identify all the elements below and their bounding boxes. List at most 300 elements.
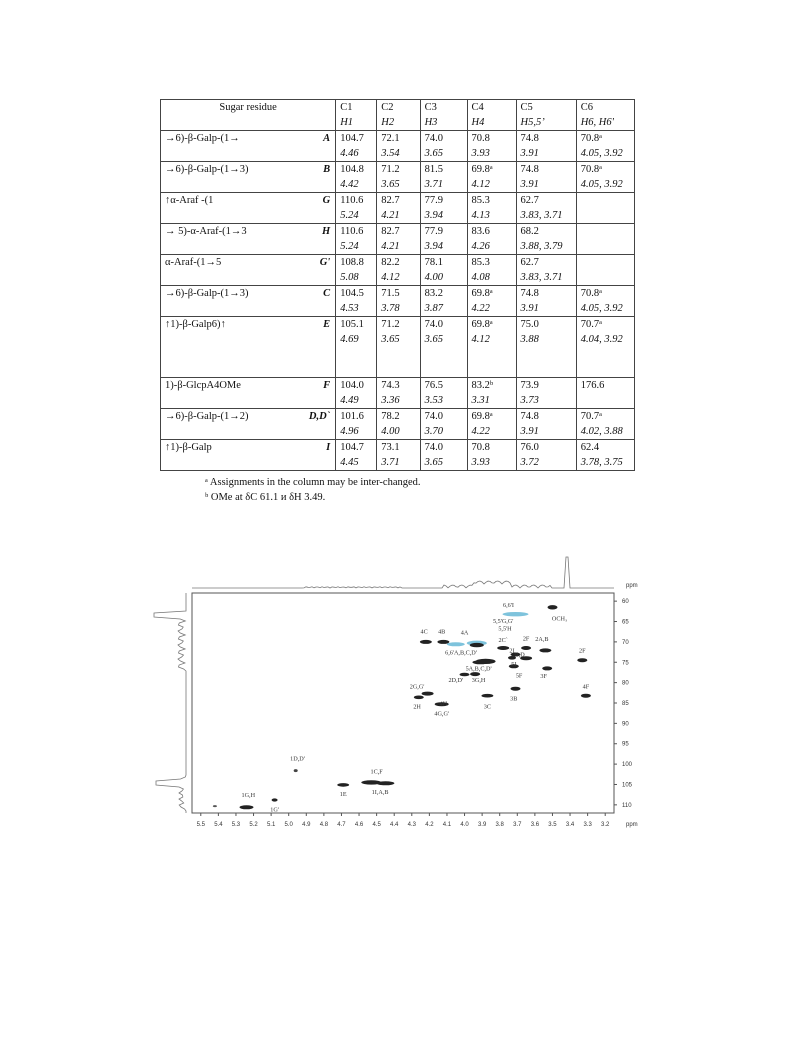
x-tick-label: 4.8 [319, 822, 329, 828]
shift-cell [516, 440, 576, 471]
peak-label: 2C` [498, 636, 508, 644]
shift-cell [516, 409, 576, 440]
shift-cell [336, 286, 377, 317]
proton-shift: 3.71 [381, 457, 400, 468]
proton-shift: 3.36 [381, 395, 400, 406]
x-tick-label: 4.6 [354, 822, 364, 828]
residue-linkage-text: → 5)-α-Araf-(1→3 [165, 226, 247, 237]
shift-cell [516, 131, 576, 162]
proton-shift: 3.88, 3.79 [520, 241, 563, 252]
carbon-shift: 85.3 [471, 257, 490, 268]
residue-linkage-text: 2) [239, 411, 249, 422]
shift-cell [336, 193, 377, 224]
footnote-b: ᵇ OMe at δC 61.1 и δH 3.49. [205, 492, 326, 503]
shift-cell [377, 131, 420, 162]
shift-cell [377, 224, 420, 255]
cross-peak [581, 694, 591, 698]
shift-cell [377, 440, 420, 471]
shift-cell [576, 131, 634, 162]
residue-linkage-text: →6)-β-Galp-(1→ [165, 411, 240, 422]
y-tick-label: 100 [622, 762, 633, 769]
proton-label: H4 [471, 117, 485, 128]
cross-peak [272, 798, 278, 801]
shift-cell [467, 286, 516, 317]
carbon-shift: 74.8 [520, 133, 539, 144]
shift-cell [467, 440, 516, 471]
carbon-shift: 104.7 [340, 133, 364, 144]
shift-cell [336, 440, 377, 471]
proton-shift: 4.96 [340, 426, 359, 437]
peak-label: 4C [420, 628, 428, 636]
residue-linkage-text: 3) [239, 164, 249, 175]
proton-shift: 4.22 [471, 303, 490, 314]
carbon-shift: 74.8 [520, 288, 539, 299]
shift-cell [377, 255, 420, 286]
cross-peak [337, 783, 349, 787]
shift-cell [377, 409, 420, 440]
carbon-shift: 71.2 [381, 319, 400, 330]
carbon-shift: 70.7ᵃ [580, 411, 602, 422]
residue-cell [161, 378, 336, 409]
proton-shift: 3.87 [424, 303, 443, 314]
peak-label: 6,6'I [503, 601, 514, 609]
shift-cell [336, 378, 377, 409]
cross-peak [548, 605, 558, 609]
peak-label: 3F [540, 673, 547, 681]
table-row [161, 286, 635, 317]
carbon-shift: 62.4 [580, 442, 600, 453]
residue-linkage-text: ↑ [220, 319, 226, 330]
y-tick-label: 80 [622, 680, 629, 687]
peak-label: 5,5'H [498, 625, 512, 633]
hsqc-spectrum-figure [152, 551, 642, 848]
residue-cell [161, 317, 336, 378]
peak-label: 1E [339, 790, 347, 798]
y-tick-label: 70 [622, 639, 629, 646]
shift-cell [420, 286, 467, 317]
carbon-shift: 74.8 [520, 164, 539, 175]
proton-shift: 4.08 [471, 272, 490, 283]
peak-label: 4B [438, 628, 446, 636]
x-tick-label: 3.9 [477, 822, 487, 828]
proton-shift: 5.24 [340, 241, 359, 252]
proton-shift: 3.88 [520, 334, 539, 345]
peak-label: 6,6'A,B,C,D' [445, 649, 477, 657]
y-tick-label: 75 [622, 660, 629, 667]
carbon-shift: 62.7 [520, 257, 539, 268]
proton-shift: 3.78, 3.75 [580, 457, 623, 468]
shift-cell [420, 162, 467, 193]
cross-peak [503, 612, 529, 616]
cross-peak [213, 805, 217, 807]
residue-cell [161, 440, 336, 471]
residue-code: A [323, 133, 331, 144]
carbon-label: C4 [471, 102, 484, 113]
shift-cell [420, 255, 467, 286]
proton-shift: 4.22 [471, 426, 490, 437]
cross-peak [376, 781, 394, 785]
cross-peak [539, 648, 551, 652]
carbon-shift: 68.2 [520, 226, 539, 237]
proton-shift: 3.94 [424, 241, 443, 252]
proton-shift: 4.00 [424, 272, 443, 283]
proton-shift: 4.49 [340, 395, 359, 406]
shift-cell [516, 378, 576, 409]
shift-cell [516, 317, 576, 378]
shift-cell [516, 162, 576, 193]
carbon-shift: 71.2 [381, 164, 400, 175]
y-tick-label: 90 [622, 721, 629, 728]
table-row [161, 255, 635, 286]
shift-cell [420, 224, 467, 255]
proton-shift: 3.65 [424, 457, 443, 468]
residue-linkage-text: →6)-β-Galp-(1→ [165, 164, 240, 175]
x-tick-label: 4.4 [390, 822, 399, 828]
residue-cell [161, 224, 336, 255]
x-tick-label: 5.3 [231, 822, 241, 828]
proton-label: H1 [340, 117, 354, 128]
x-tick-label: 4.1 [442, 822, 452, 828]
cross-peak [437, 640, 449, 644]
carbon-label: C6 [580, 102, 593, 113]
shift-cell [467, 378, 516, 409]
shift-cell [377, 193, 420, 224]
carbon-shift: 104.5 [340, 288, 364, 299]
y-tick-label: 110 [622, 802, 632, 809]
carbon-shift: 82.7 [381, 226, 400, 237]
shift-cell [336, 409, 377, 440]
residue-code: H [322, 226, 331, 237]
residue-header [161, 100, 336, 131]
carbon-shift: 73.1 [381, 442, 400, 453]
proton-shift: 4.21 [381, 241, 400, 252]
peak-label: 2F [579, 647, 586, 655]
proton-shift: 4.26 [471, 241, 490, 252]
x-tick-label: 3.6 [530, 822, 540, 828]
proton-label: H3 [424, 117, 438, 128]
x-axis-unit: ppm [626, 822, 638, 828]
proton-shift: 4.45 [340, 457, 359, 468]
proton-shift: 4.69 [340, 334, 359, 345]
shift-cell [377, 162, 420, 193]
residue-code: B [323, 164, 331, 175]
proton-label: H6, H6' [580, 117, 614, 128]
proton-shift: 5.24 [340, 210, 359, 221]
carbon-shift: 74.8 [520, 411, 539, 422]
proton-shift: 4.04, 3.92 [580, 334, 623, 345]
cross-peak [240, 805, 254, 809]
peak-label: 4H [439, 700, 448, 708]
proton-shift: 3.70 [424, 426, 443, 437]
residue-code: C [323, 288, 331, 299]
residue-linkage-text: 1)-β-Galp [170, 319, 212, 330]
residue-linkage-text: 6) [211, 319, 221, 330]
shift-cell [420, 440, 467, 471]
residue-linkage-text: 1)-β-GlcpA4OMe [165, 380, 241, 391]
x-tick-label: 5.4 [214, 822, 223, 828]
y-tick-label: 95 [622, 741, 629, 748]
proton-shift: 3.91 [520, 303, 539, 314]
table-row [161, 162, 635, 193]
carbon-shift: 76.5 [424, 380, 443, 391]
carbon-label: C3 [424, 102, 437, 113]
carbon-shift: 83.2ᵇ [471, 380, 494, 391]
peak-label: 5I [511, 660, 517, 668]
shift-cell [336, 162, 377, 193]
carbon-shift: 70.8 [471, 133, 490, 144]
shift-cell [467, 193, 516, 224]
carbon-label: C2 [381, 102, 394, 113]
proton-shift: 3.65 [381, 179, 400, 190]
left-projection-trace [154, 593, 186, 813]
proton-shift: 3.94 [424, 210, 443, 221]
proton-shift: 3.91 [520, 426, 539, 437]
peak-label: 4F [582, 683, 590, 691]
shift-cell [420, 131, 467, 162]
x-tick-label: 3.8 [495, 822, 504, 828]
carbon-shift: 70.8ᵃ [580, 133, 602, 144]
cross-peak [472, 660, 488, 664]
carbon-shift: 70.7ᵃ [580, 319, 602, 330]
x-tick-label: 3.2 [601, 822, 610, 828]
carbon-shift: 104.7 [340, 442, 364, 453]
carbon-shift: 105.1 [340, 319, 364, 330]
y-axis-unit: ppm [626, 583, 638, 589]
x-tick-label: 4.9 [302, 822, 311, 828]
shift-cell [420, 193, 467, 224]
proton-shift: 4.05, 3.92 [580, 148, 623, 159]
residue-cell [161, 131, 336, 162]
residue-linkage-text: ↑ [165, 442, 171, 453]
y-tick-label: 85 [622, 701, 629, 707]
residue-linkage-text: α-Araf -(1 [170, 195, 214, 206]
proton-shift: 4.02, 3.88 [580, 426, 623, 437]
peak-label: 3B [510, 695, 518, 703]
residue-cell [161, 286, 336, 317]
residue-cell [161, 255, 336, 286]
y-tick-label: 60 [622, 599, 629, 606]
shift-cell [576, 378, 634, 409]
peak-label: 1C,F [370, 768, 383, 776]
proton-label: H5,5’ [520, 117, 545, 128]
carbon-shift: 104.0 [340, 380, 364, 391]
carbon-shift: 69.8ᵃ [471, 288, 493, 299]
peak-label: 2H [413, 703, 421, 711]
peak-label: 3C [483, 703, 492, 711]
residue-code: G [322, 195, 331, 206]
y-tick-label: 65 [622, 619, 629, 626]
x-tick-label: 3.5 [548, 822, 557, 828]
shift-cell [467, 409, 516, 440]
proton-shift: 3.91 [520, 179, 539, 190]
hsqc-spectrum-plot [152, 551, 642, 848]
footnote-a: ᵃ Assignments in the column may be inter-changed. [205, 477, 421, 488]
shift-cell [516, 193, 576, 224]
carbon-shift: 108.8 [340, 257, 364, 268]
shift-cell [336, 224, 377, 255]
proton-shift: 3.83, 3.71 [520, 210, 563, 221]
cross-peak [470, 672, 480, 676]
carbon-shift: 69.8ᵃ [471, 411, 493, 422]
carbon-shift: 82.2 [381, 257, 400, 268]
shift-cell [576, 440, 634, 471]
peak-label: 2I [509, 647, 515, 655]
carbon-shift: 71.5 [381, 288, 400, 299]
carbon-shift: 78.1 [424, 257, 443, 268]
top-projection-trace [192, 557, 614, 588]
cross-peak [542, 666, 552, 670]
x-tick-label: 4.0 [460, 822, 469, 828]
peak-label: OCH₃ [551, 615, 568, 623]
proton-shift: 3.65 [424, 148, 443, 159]
residue-cell [161, 409, 336, 440]
proton-shift: 3.73 [520, 395, 539, 406]
carbon-shift: 62.7 [520, 195, 539, 206]
cross-peak [521, 646, 531, 650]
carbon-shift: 74.0 [424, 411, 443, 422]
shift-cell [377, 317, 420, 378]
residue-cell [161, 162, 336, 193]
col-header-c6 [576, 100, 634, 131]
proton-shift: 4.12 [471, 179, 490, 190]
proton-shift: 3.93 [471, 148, 490, 159]
carbon-shift: 110.6 [340, 195, 364, 206]
proton-shift: 4.05, 3.92 [580, 179, 623, 190]
carbon-shift: 77.9 [424, 226, 443, 237]
shift-cell [576, 409, 634, 440]
proton-shift: 4.46 [340, 148, 359, 159]
cross-peak [481, 694, 493, 698]
cross-peak [577, 658, 587, 662]
peak-label: 2F [522, 635, 530, 643]
residue-linkage-text: →6)-β-Galp-(1→ [165, 133, 240, 144]
col-header-c5 [516, 100, 576, 131]
peak-label: 2D,D' [448, 677, 464, 685]
shift-cell [336, 131, 377, 162]
peak-label: 3I,D [513, 651, 525, 659]
proton-shift: 3.91 [520, 148, 539, 159]
shift-cell [336, 255, 377, 286]
proton-shift: 4.05, 3.92 [580, 303, 623, 314]
table-row [161, 317, 635, 378]
cross-peak [447, 642, 465, 646]
carbon-shift: 70.8 [471, 442, 490, 453]
carbon-label: C1 [340, 102, 353, 113]
carbon-shift: 77.9 [424, 195, 443, 206]
shift-cell [377, 286, 420, 317]
peak-label: 5,5'G,G' [492, 618, 514, 626]
residue-header-label: Sugar residue [219, 102, 277, 113]
x-tick-label: 5.2 [249, 822, 258, 828]
shift-cell [467, 224, 516, 255]
carbon-shift: 78.2 [381, 411, 400, 422]
table-header-row [161, 100, 635, 131]
x-tick-label: 5.0 [284, 822, 293, 828]
proton-label: H2 [381, 117, 395, 128]
peak-label: 1G,H [241, 792, 256, 800]
peak-label: 2A,B [535, 636, 549, 644]
cross-peak [420, 640, 432, 644]
table-row [161, 378, 635, 409]
peak-label: 2G,G' [409, 683, 425, 691]
carbon-shift: 75.0 [520, 319, 539, 330]
shift-cell [576, 162, 634, 193]
carbon-shift: 110.6 [340, 226, 364, 237]
shift-cell [576, 317, 634, 378]
carbon-shift: 74.0 [424, 133, 443, 144]
table-row [161, 409, 635, 440]
residue-cell [161, 193, 336, 224]
residue-code: I [326, 442, 331, 453]
x-tick-label: 4.7 [337, 822, 346, 828]
y-tick-label: 105 [622, 782, 633, 789]
peak-label: 1G' [270, 806, 279, 814]
shift-cell [516, 224, 576, 255]
proton-shift: 3.54 [381, 148, 400, 159]
proton-shift: 4.12 [471, 334, 490, 345]
carbon-shift: 104.8 [340, 164, 364, 175]
carbon-shift: 81.5 [424, 164, 443, 175]
shift-cell [467, 162, 516, 193]
carbon-shift: 176.6 [580, 380, 605, 391]
col-header-c4 [467, 100, 516, 131]
shift-cell [576, 286, 634, 317]
proton-shift: 4.21 [381, 210, 400, 221]
shift-cell [377, 378, 420, 409]
residue-linkage-text: 1)-β-Galp [170, 442, 212, 453]
proton-shift: 3.72 [520, 457, 539, 468]
peak-label: 5F [515, 672, 523, 680]
proton-shift: 5.08 [340, 272, 359, 283]
shift-cell [576, 255, 634, 286]
col-header-c2 [377, 100, 420, 131]
table-row [161, 224, 635, 255]
proton-shift: 4.53 [340, 303, 359, 314]
cross-peak [294, 769, 298, 772]
peak-label: 4A [460, 629, 469, 637]
proton-shift: 3.31 [471, 395, 490, 406]
proton-shift: 3.65 [424, 334, 443, 345]
cross-peak [511, 687, 521, 691]
peak-label: 4G,G' [434, 710, 450, 718]
carbon-shift: 74.0 [424, 442, 443, 453]
x-tick-label: 3.7 [513, 822, 522, 828]
shift-cell [516, 255, 576, 286]
carbon-shift: 74.0 [424, 319, 443, 330]
col-header-c1 [336, 100, 377, 131]
nmr-assignment-table [160, 99, 635, 471]
residue-code: G' [319, 257, 331, 268]
plot-frame [192, 593, 614, 813]
shift-cell [420, 409, 467, 440]
peak-label: 1D,D' [290, 755, 305, 763]
carbon-shift: 70.8ᵃ [580, 288, 602, 299]
shift-cell [467, 131, 516, 162]
shift-cell [467, 255, 516, 286]
residue-code: D,D` [308, 411, 331, 422]
x-tick-label: 3.3 [583, 822, 592, 828]
residue-linkage-text: →6)-β-Galp-(1→ [165, 288, 240, 299]
peak-label: 1I,A,B [371, 788, 389, 796]
x-tick-label: 4.3 [407, 822, 416, 828]
residue-code: E [323, 319, 331, 330]
shift-cell [336, 317, 377, 378]
carbon-shift: 82.7 [381, 195, 400, 206]
cross-peak [460, 673, 470, 677]
residue-code: F [323, 380, 331, 391]
x-tick-label: 5.5 [196, 822, 205, 828]
carbon-shift: 74.3 [381, 380, 400, 391]
